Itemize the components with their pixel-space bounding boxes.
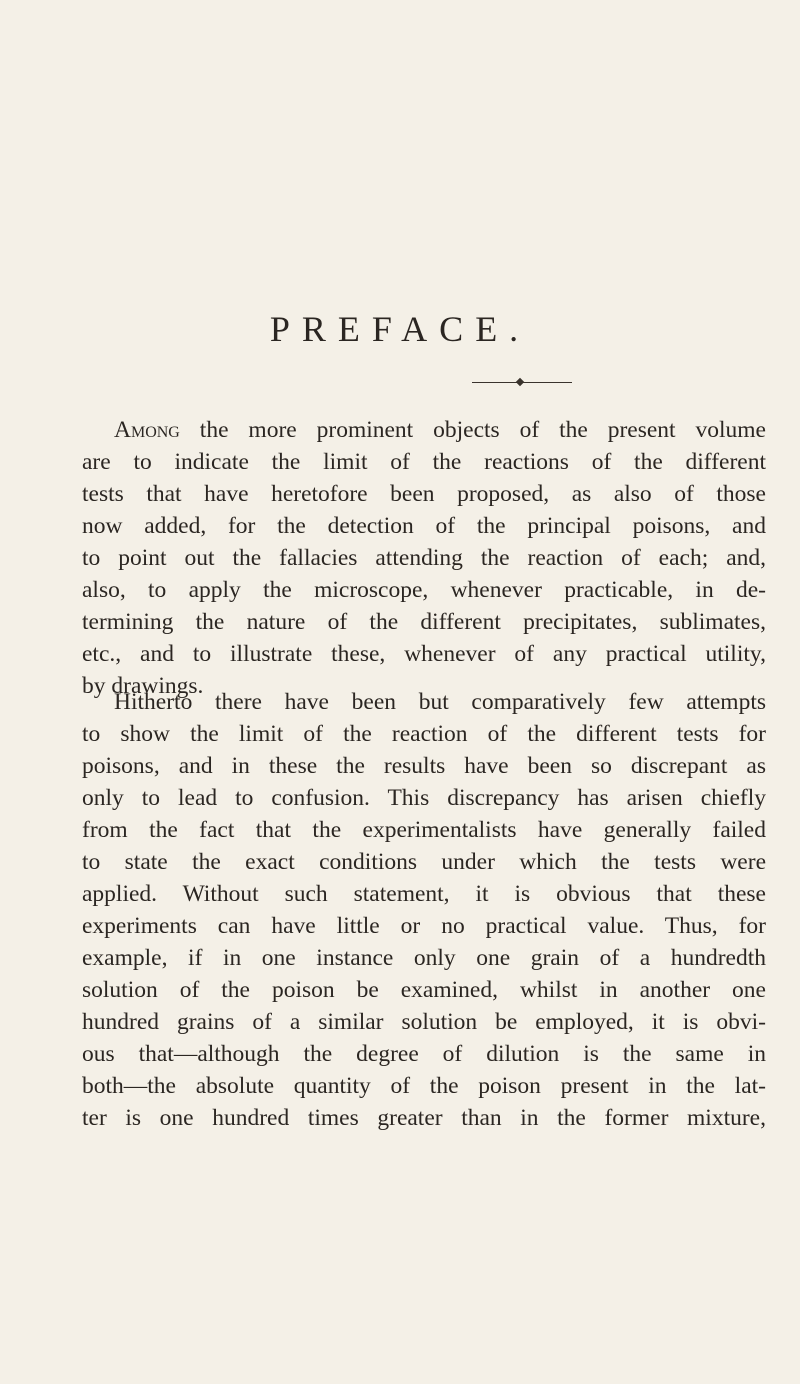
- paragraph-line: from the fact that the experimentalists have generally failed: [82, 817, 766, 843]
- paragraph-line: only to lead to confusion. This discrepancy has arisen chiefly: [82, 785, 766, 811]
- paragraph-line: termining the nature of the different precipitates, sublimates,: [82, 609, 766, 635]
- paragraph-line: example, if in one instance only one grain of a hundredth: [82, 945, 766, 971]
- divider-diamond-icon: [516, 378, 524, 386]
- paragraph-line: hundred grains of a similar solution be employed, it is obvi-: [82, 1009, 766, 1035]
- paragraph-line: solution of the poison be examined, whilst in another one: [82, 977, 766, 1003]
- paragraph-line: to show the limit of the reaction of the different tests for: [82, 721, 766, 747]
- paragraph-line: also, to apply the microscope, whenever practicable, in de-: [82, 577, 766, 603]
- paragraph-line: tests that have heretofore been proposed, as also of those: [82, 481, 766, 507]
- paragraph-line: to point out the fallacies attending the reaction of each; and,: [82, 545, 766, 571]
- paragraph-line: Hitherto there have been but comparatively few attempts: [114, 689, 766, 715]
- paragraph-line: by drawings.: [82, 673, 204, 699]
- lead-word: Among: [114, 417, 180, 443]
- paragraph-line: are to indicate the limit of the reactions of the different: [82, 449, 766, 475]
- page-title: PREFACE.: [269, 309, 531, 349]
- paragraph-2: [82, 686, 766, 1134]
- paragraph-line: applied. Without such statement, it is obvious that these: [82, 881, 766, 907]
- paragraph-line: ter is one hundred times greater than in the former mixture,: [82, 1105, 766, 1131]
- paragraph-line: now added, for the detection of the principal poisons, and: [82, 513, 766, 539]
- paragraph-line: Among the more prominent objects of the present volume: [114, 417, 766, 443]
- paragraph-line: experiments can have little or no practical value. Thus, for: [82, 913, 766, 939]
- paragraph-line: ous that—although the degree of dilution is the same in: [82, 1041, 766, 1067]
- paragraph-1: [82, 414, 766, 702]
- paragraph-line: poisons, and in these the results have been so discrepant as: [82, 753, 766, 779]
- paragraph-line: both—the absolute quantity of the poison present in the lat-: [82, 1073, 766, 1099]
- paragraph-line: etc., and to illustrate these, whenever of any practical utility,: [82, 641, 766, 667]
- paragraph-line: to state the exact conditions under which the tests were: [82, 849, 766, 875]
